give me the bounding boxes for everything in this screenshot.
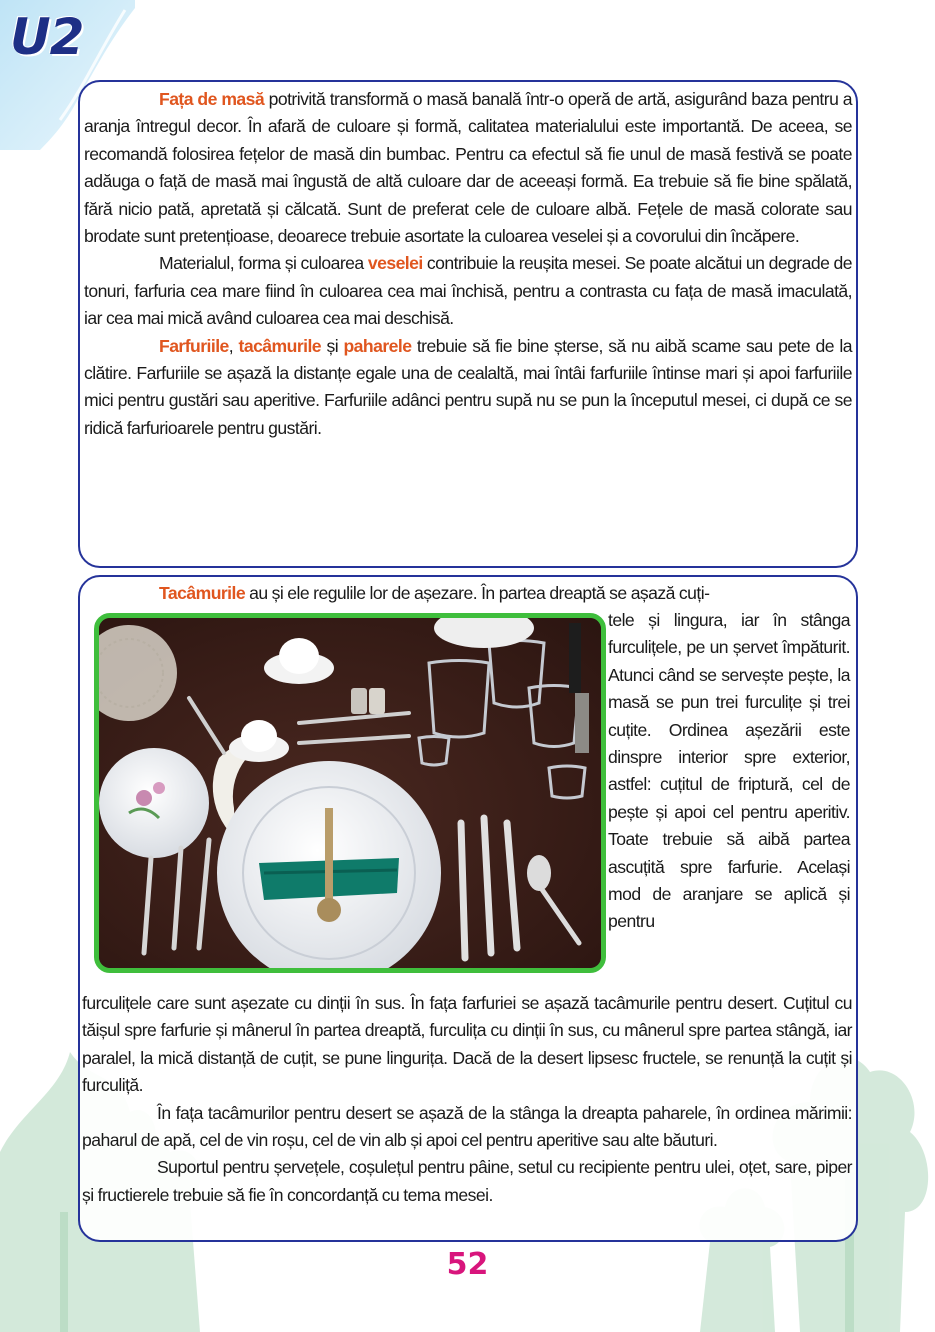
keyword-glasses: paharele [343, 335, 412, 356]
keyword-tablecloth: Fața de masă [159, 89, 265, 109]
paragraph-text: au și ele regulile lor de așezare. În partea dreaptă se așază cuți- [245, 583, 710, 603]
page-number: 52 [446, 1247, 489, 1282]
keyword-cutlery-heading: Tacâmurile [159, 583, 246, 603]
paragraph-text: contribuie la reușita mesei. Se poate alcătui un degrade de tonuri, farfuria cea mare fiind în culoarea cea mai închisă, pentru a contrasta cu fața de masă imaculată, iar cea mai mică având culoarea cea mai deschisă. [84, 253, 852, 329]
keyword-plates: Farfuriile [159, 335, 229, 356]
paragraph-text: potrivită transformă o masă banală într-o operă de artă, asigurând baza pentru a aranja întregul decor. În afară de culoare și formă, calitatea materialului este importantă. De aceea, se recomandă folosirea fețelor de masă din bumbac. Pentru ca efectul să fie unul de masă festivă se poate adăuga o față de masă mai îngustă de altă culoare dar de aceeași formă. Ea trebuie să fie bine spălată, fără nicio pată, apretată și călcată. Sunt de preferat cele de culoare albă. Fețele de masă colorate sau brodate sunt pretențioase, deoarece trebuie asortate la culoarea veselei și a covorului din încăpere. [84, 89, 852, 247]
paragraph-text: Materialul, forma și culoarea [159, 253, 368, 274]
paragraph-tablecloth [84, 86, 852, 250]
paragraph-glasses-order: În fața tacâmurilor pentru desert se așază de la stânga la dreapta paharele, în ordinea mărimii: paharul de apă, cel de vin roșu, cel de vin alb și apoi cel pentru aperitive sau alte băuturi. [82, 1102, 852, 1151]
paragraph-tableware [84, 250, 852, 332]
keyword-cutlery: tacâmurile [238, 335, 322, 356]
paragraph-plates [84, 333, 852, 443]
intro-text [84, 86, 852, 442]
paragraph-text: trebuie să fie bine șterse, să nu aibă scame sau pete de la clătire. Farfuriile se așază la distanțe egale una de cealaltă, mai întâi farfuriile întinse mari și apoi farfuriile mici pentru gustări sau aperitive. Farfuriile adânci pentru supă nu se pun la începutul mesei, ci după ce se ridică farfurioarele pentru gustări. [84, 335, 852, 438]
paragraph-cutlery-continued: furculițele care sunt așezate cu dinții în sus. În fața farfuriei se așază tacâmurile pentru desert. Cuțitul cu tăișul spre farfurie și mânerul în partea dreaptă, furculița cu dinții în sus, cu mânerul spre partea stângă, iar paralel, la mică distanță de cuțit, se pune lingurița. Dacă de la desert lipsesc fructele, se renunță la cuțit și furculiță. [82, 993, 852, 1096]
paragraph-accessories: Suportul pentru șervețele, coșulețul pentru pâine, setul cu recipiente pentru ulei, oțet, sare, piper și fructierele trebuie să fie în concordanță cu tema mesei. [82, 1157, 852, 1205]
cutlery-side-column [608, 580, 850, 936]
intro-text-panel [78, 80, 858, 568]
cutlery-continued-text [82, 990, 852, 1209]
paragraph-cutlery-side: tele și lingura, iar în stânga furculițele, pe un șervet împăturit. Atunci când se servește pește, la masă se pun trei furculițe și trei cuțite. Ordinea așezării este dinspre interior spre exterior, astfel: cuțitul de friptură, cel de pește și apoi cel pentru aperitiv. Toate trebuie să aibă partea ascuțită spre farfurie. Același mod de aranjare se aplică și pentru [608, 610, 850, 932]
keyword-tableware: veselei [367, 253, 423, 274]
cutlery-text-panel [78, 575, 858, 1242]
unit-label: U2 [10, 8, 84, 66]
separator-text: și [321, 335, 344, 356]
separator-text: , [228, 335, 239, 356]
table-setting-photo [94, 613, 606, 973]
